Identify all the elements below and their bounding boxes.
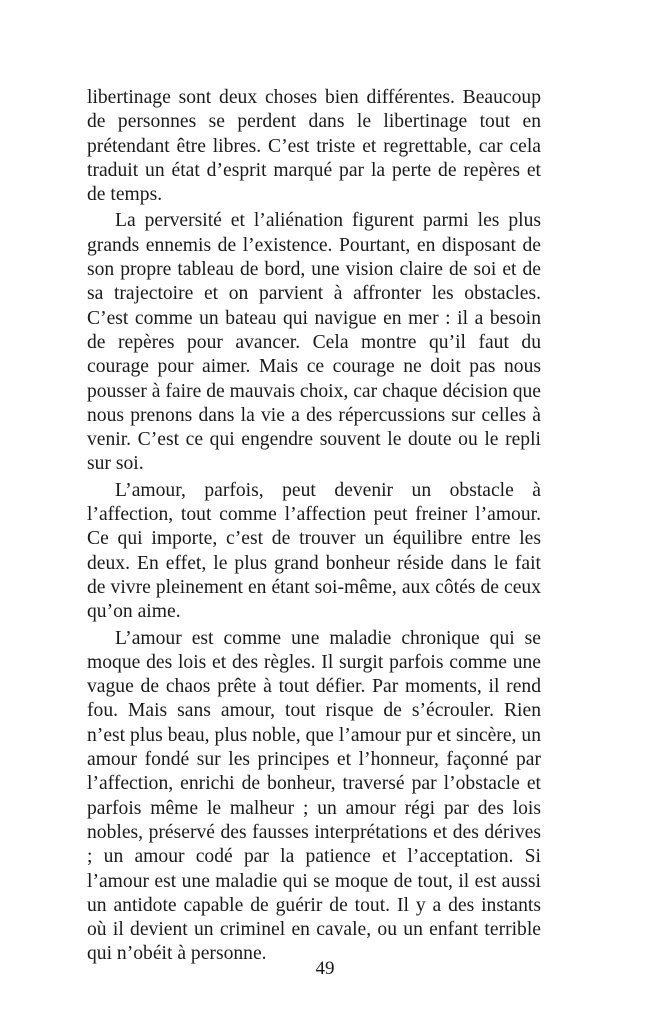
- paragraph-2: La perversité et l’aliénation figurent parmi les plus grands ennemis de l’existence. Pourtant, en disposant de son propre tableau de bord, une vision claire de soi et de sa trajectoire et on parvient à affronter les obstacles. C’est comme un bateau qui navigue en mer : il a besoin de repères pour avancer. Cela montre qu’il faut du courage pour aimer. Mais ce courage ne doit pas nous pousser à faire de mauvais choix, car chaque décision que nous prenons dans la vie a des répercussions sur celles à venir. C’est ce qui engendre souvent le doute ou le repli sur soi.: [87, 210, 541, 475]
- paragraph-3: L’amour, parfois, peut devenir un obstacle à l’affection, tout comme l’affection peut freiner l’amour. Ce qui importe, c’est de trouver un équilibre entre les deux. En effet, le plus grand bonheur réside dans le fait de vivre pleinement en étant soi-même, aux côtés de ceux qu’on aime.: [87, 479, 541, 623]
- paragraph-1: libertinage sont deux choses bien différentes. Beaucoup de personnes se perdent dans le libertinage tout en prétendant être libres. C’est triste et regrettable, car cela traduit un état d’esprit marqué par la perte de repères et de temps.: [87, 87, 541, 206]
- page-number: 49: [315, 958, 335, 979]
- body-text: [87, 86, 541, 969]
- paragraph-4: L’amour est comme une maladie chronique qui se moque des lois et des règles. Il surgit parfois comme une vague de chaos prête à tout défier. Par moments, il rend fou. Mais sans amour, tout risque de s’écrouler. Rien n’est plus beau, plus noble, que l’amour pur et sincère, un amour fondé sur les principes et l’honneur, façonné par l’affection, enrichi de bonheur, traversé par l’obstacle et parfois même le malheur ; un amour régi par des lois nobles, préservé des fausses interprétations et des dérives ; un amour codé par la patience et l’acceptation. Si l’amour est une maladie qui se moque de tout, il est aussi un antidote capable de guérir de tout. Il y a des instants où il devient un criminel en cavale, ou un enfant terrible qui n’obéit à personne.: [87, 627, 541, 965]
